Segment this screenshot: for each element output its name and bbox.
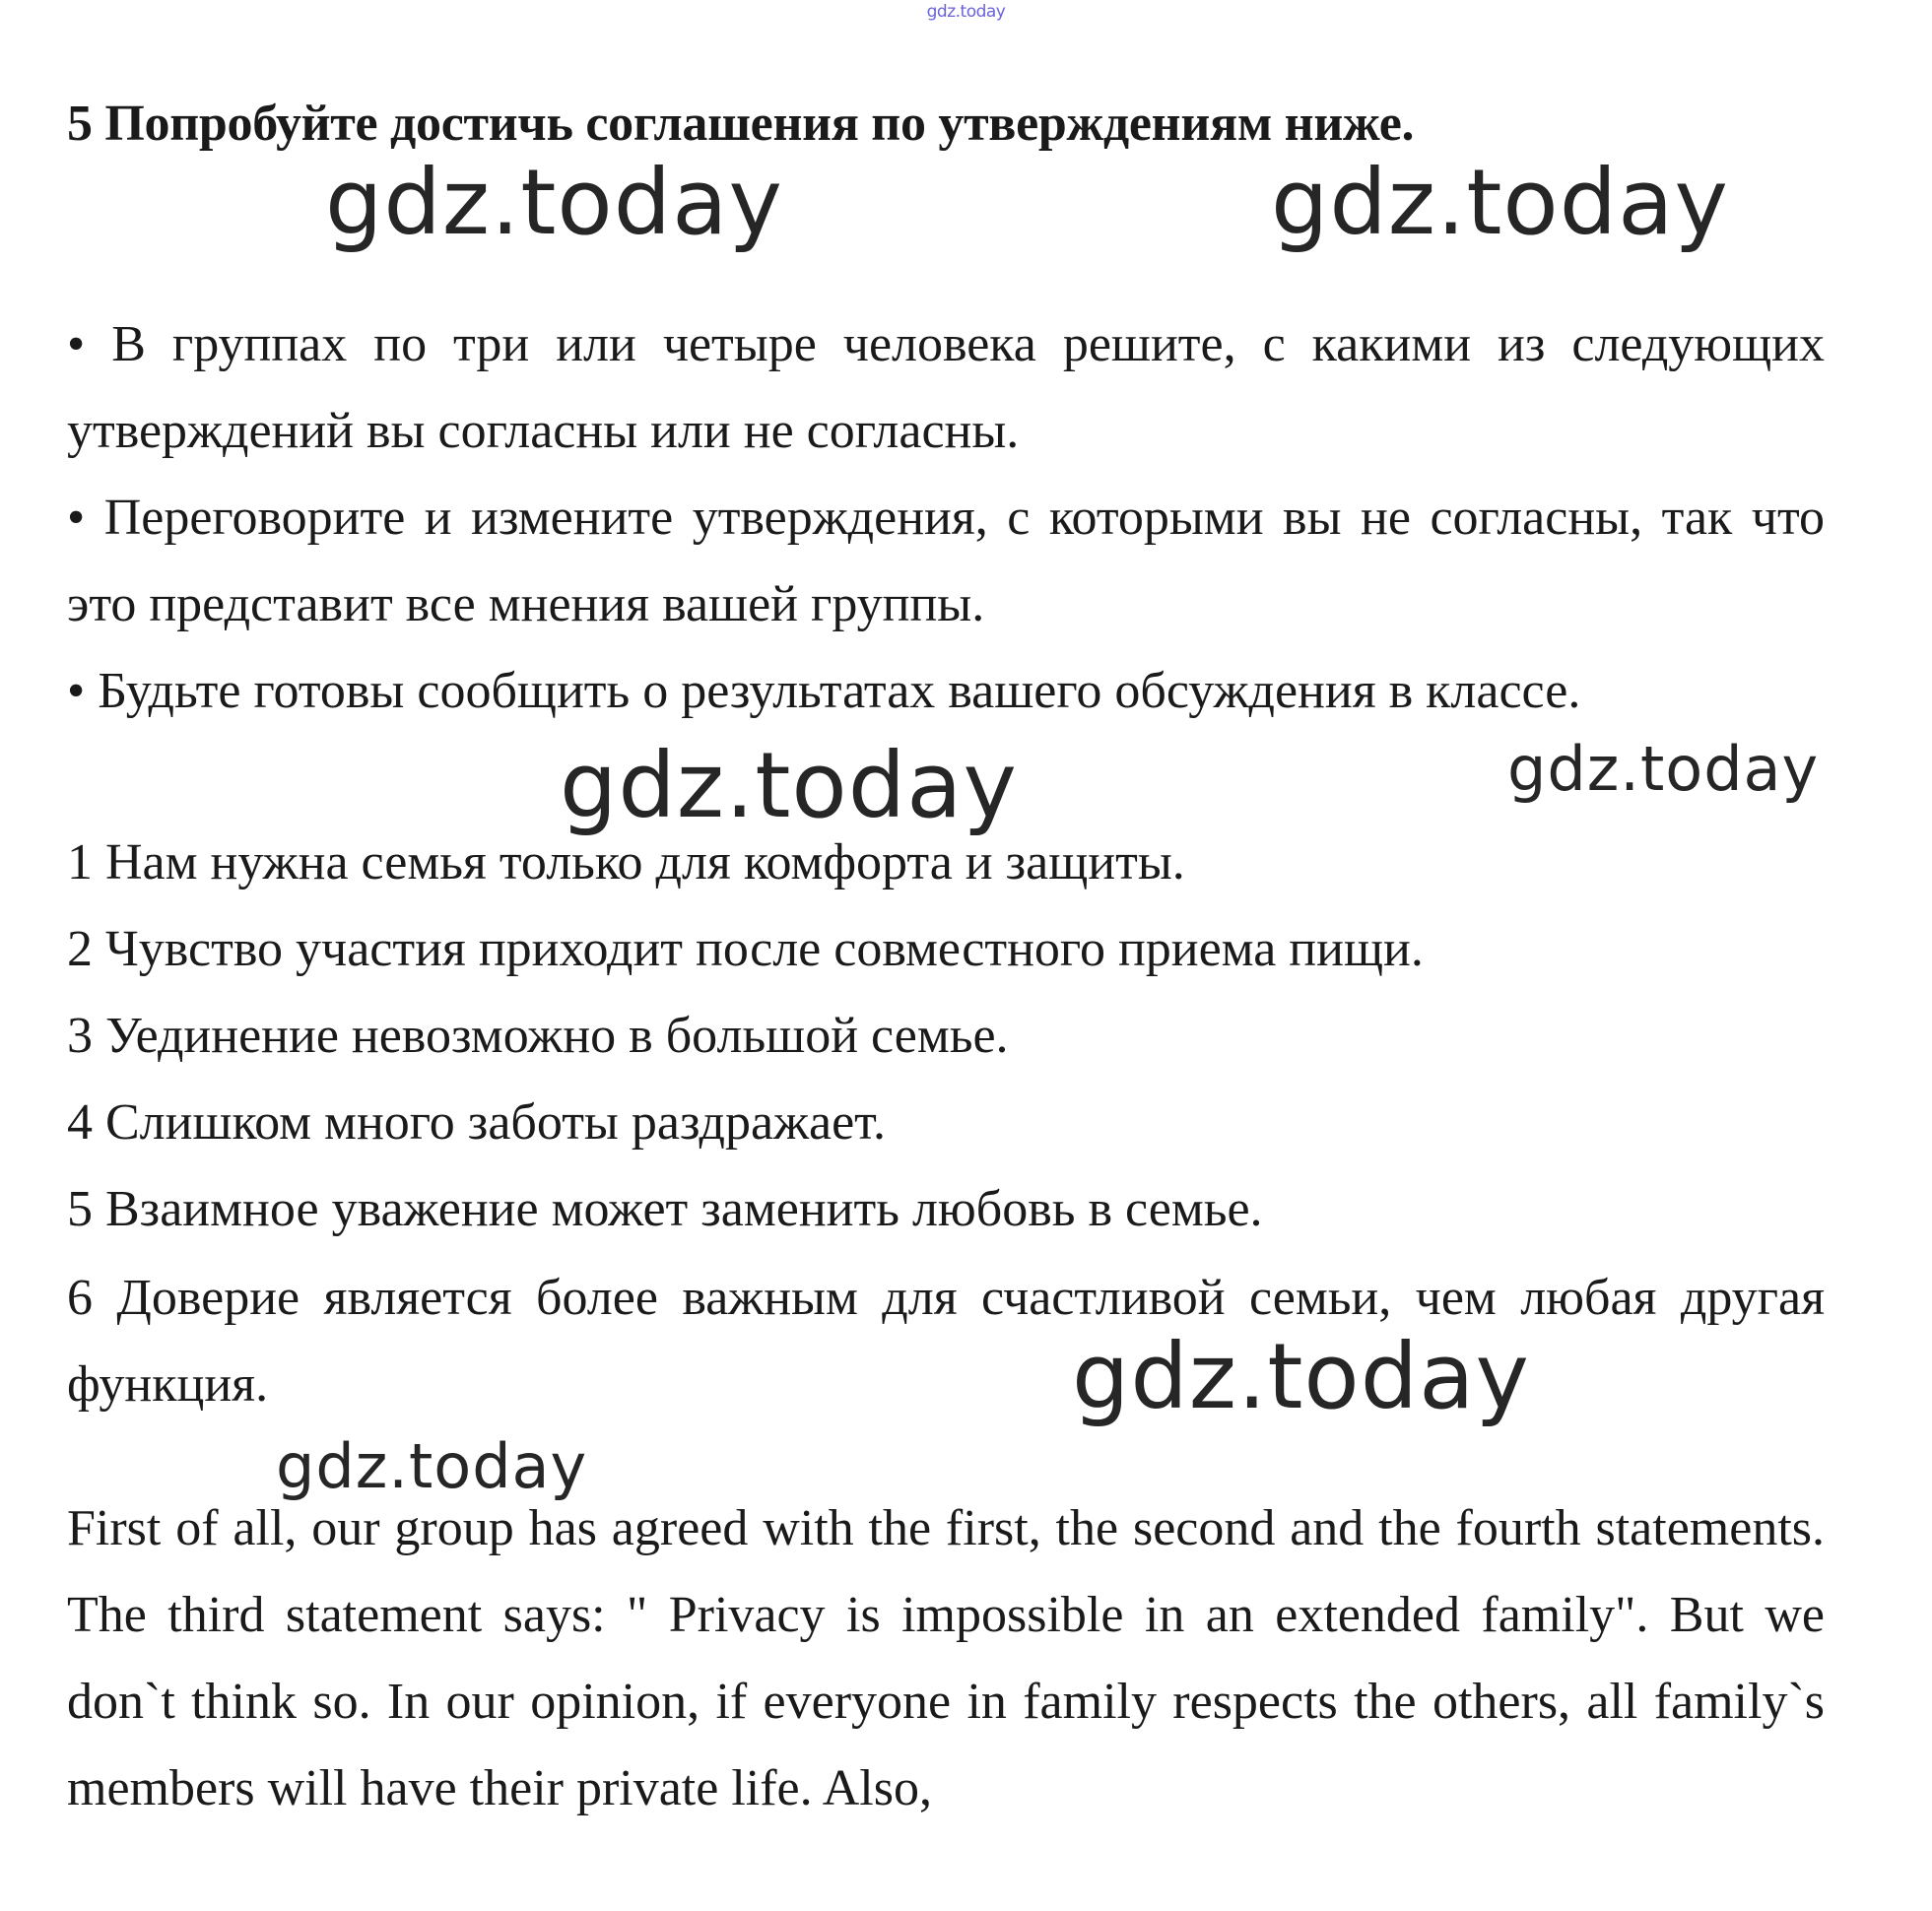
instruction-3: • Будьте готовы сообщить о результатах вашего обсуждения в классе. — [67, 663, 1581, 719]
statement-3: 3 Уединение невозможно в большой семье. — [67, 1008, 1009, 1064]
watermark: gdz.today — [1271, 150, 1729, 255]
statement-2: 2 Чувство участия приходит после совместного приема пищи. — [67, 921, 1424, 977]
statement-6: 6 Доверие является более важным для счастливой семьи, чем любая другая функция. — [67, 1270, 1825, 1413]
statement-5: 5 Взаимное уважение может заменить любовь в семье. — [67, 1181, 1263, 1237]
exercise-title: 5 Попробуйте достичь соглашения по утверждениям ниже. — [67, 96, 1415, 152]
statement-4: 4 Слишком много заботы раздражает. — [67, 1094, 886, 1151]
instruction-1: • В группах по три или четыре человека решите, с какими из следующих утверждений вы согласны или не согласны. — [67, 316, 1825, 459]
instruction-2: • Переговорите и измените утверждения, с которыми вы не согласны, так что это представит все мнения вашей группы. — [67, 490, 1825, 632]
top-watermark: gdz.today — [926, 2, 1006, 22]
watermark: gdz.today — [276, 1430, 588, 1502]
answer-text: First of all, our group has agreed with the first, the second and the fourth statements. The third statement says: " Privacy is impossible in an extended family". But we don`t think so. In our opinion, if everyone in family respects the others, all family`s members will have their private life. Also, — [67, 1500, 1825, 1816]
statement-1: 1 Нам нужна семья только для комфорта и защиты. — [67, 834, 1185, 890]
watermark: gdz.today — [325, 150, 783, 255]
watermark: gdz.today — [560, 733, 1018, 838]
watermark: gdz.today — [1507, 733, 1820, 805]
watermark: gdz.today — [1072, 1324, 1530, 1429]
